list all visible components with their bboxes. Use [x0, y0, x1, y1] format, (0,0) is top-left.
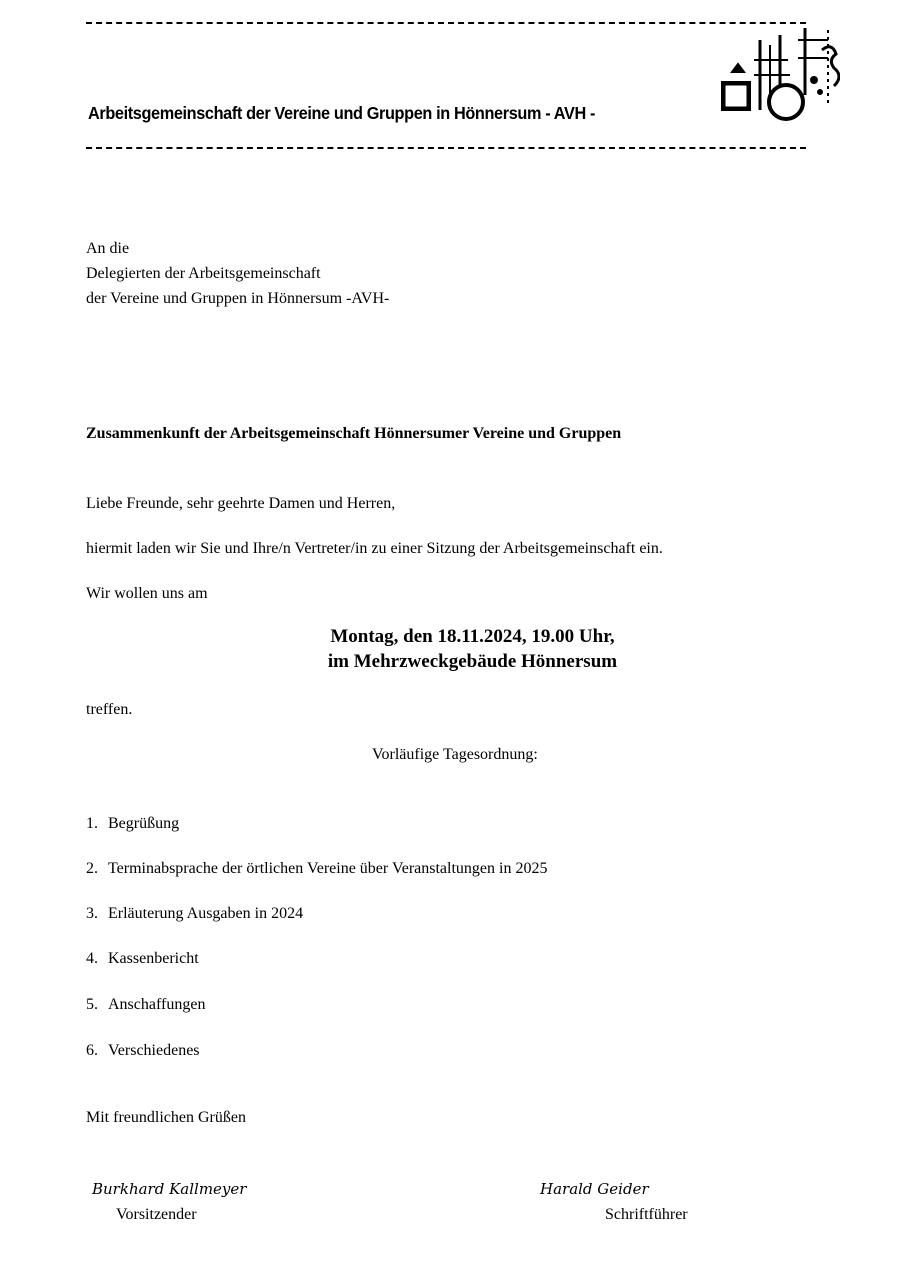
meeting-intro: Wir wollen uns am — [86, 585, 208, 602]
agenda-item — [86, 1042, 200, 1060]
organization-title: Arbeitsgemeinschaft der Vereine und Gruppen in Hönnersum - AVH - — [88, 103, 596, 123]
agenda-item — [86, 905, 303, 923]
agenda-item-number: 4. — [86, 950, 98, 967]
agenda-item-label: Erläuterung Ausgaben in 2024 — [108, 905, 304, 922]
agenda-item-label: Begrüßung — [108, 815, 180, 832]
meeting-outro: treffen. — [86, 701, 133, 718]
signature-chairman: Burkhard Kallmeyer — [92, 1180, 247, 1198]
meeting-date: Montag, den 18.11.2024, 19.00 Uhr, — [330, 626, 615, 647]
role-chairman: Vorsitzender — [116, 1206, 197, 1223]
agenda-item-label: Verschiedenes — [108, 1042, 200, 1059]
address-line-1: An die — [86, 240, 130, 257]
agenda-item-number: 6. — [86, 1042, 98, 1059]
agenda-item-number: 2. — [86, 860, 98, 877]
address-line-2: Delegierten der Arbeitsgemeinschaft — [86, 265, 321, 282]
address-line-3: der Vereine und Gruppen in Hönnersum -AVH- — [86, 290, 390, 307]
agenda-item — [86, 950, 199, 968]
agenda-item — [86, 996, 205, 1014]
meeting-place: im Mehrzweckgebäude Hönnersum — [327, 651, 618, 672]
agenda-item-number: 5. — [86, 996, 98, 1013]
role-secretary: Schriftführer — [605, 1206, 688, 1223]
agenda-item-label: Anschaffungen — [108, 996, 206, 1013]
signature-secretary: Harald Geider — [540, 1180, 649, 1198]
closing-greeting: Mit freundlichen Grüßen — [86, 1109, 246, 1126]
subject-line: Zusammenkunft der Arbeitsgemeinschaft Hönnersumer Vereine und Gruppen — [86, 425, 622, 442]
header-rule-top — [86, 22, 806, 24]
agenda-title: Vorläufige Tagesordnung: — [372, 746, 538, 763]
agenda-item — [86, 860, 547, 878]
salutation: Liebe Freunde, sehr geehrte Damen und Herren, — [86, 495, 396, 512]
agenda-item-number: 3. — [86, 905, 98, 922]
agenda-item-label: Kassenbericht — [108, 950, 199, 967]
header-rule-bottom — [86, 147, 806, 149]
sports-equipment-logo-icon — [710, 20, 840, 130]
agenda-item-number: 1. — [86, 815, 98, 832]
agenda-item — [86, 815, 179, 833]
invitation-text: hiermit laden wir Sie und Ihre/n Vertreter/in zu einer Sitzung der Arbeitsgemeinschaft ein. — [86, 540, 663, 557]
agenda-item-label: Terminabsprache der örtlichen Vereine über Veranstaltungen in 2025 — [108, 860, 548, 877]
